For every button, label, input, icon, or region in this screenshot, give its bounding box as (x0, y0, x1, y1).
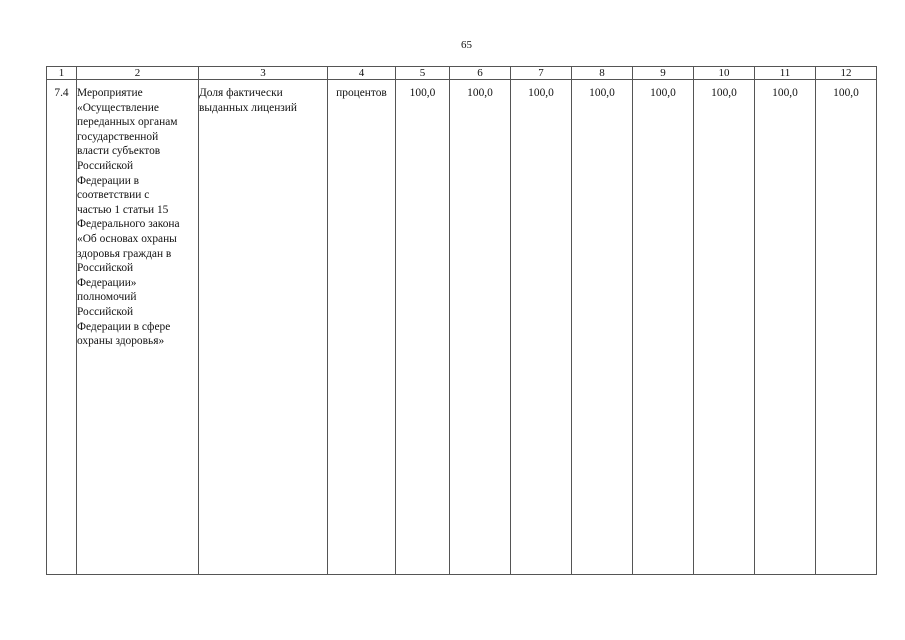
column-header: 2 (77, 67, 199, 80)
measure-line: Федерации» (77, 276, 137, 289)
measure-line: здоровья граждан в (77, 247, 172, 260)
column-header: 12 (816, 67, 877, 80)
value-cell: 100,0 (816, 80, 877, 575)
measure-line: частью 1 статьи 15 (77, 203, 169, 216)
column-header: 10 (694, 67, 755, 80)
indicator-cell (199, 80, 328, 575)
measure-line: соответствии с (77, 189, 150, 202)
measure-cell (77, 80, 199, 575)
measure-line: Российской (77, 262, 134, 275)
column-header: 8 (572, 67, 633, 80)
measure-line: государственной (77, 130, 159, 143)
measure-line: власти субъектов (77, 145, 161, 158)
value-cell: 100,0 (755, 80, 816, 575)
row-number: 7.4 (47, 80, 77, 575)
indicator-line: выданных лицензий (199, 101, 297, 114)
column-header: 3 (199, 67, 328, 80)
measure-line: Мероприятие (77, 87, 143, 99)
measure-line: «Осуществление (77, 101, 159, 114)
indicator-line: Доля фактически (199, 87, 283, 99)
measure-line: Федерации в (77, 174, 140, 187)
measure-line: Российской (77, 305, 134, 318)
header-row (47, 67, 877, 80)
value-cell: 100,0 (694, 80, 755, 575)
column-header: 9 (633, 67, 694, 80)
value-cell: 100,0 (450, 80, 511, 575)
unit-cell: процентов (328, 80, 396, 575)
table-row (47, 80, 877, 575)
measure-line: Федерального закона (77, 218, 180, 231)
measure-line: переданных органам (77, 116, 178, 129)
value-cell: 100,0 (572, 80, 633, 575)
data-table (46, 66, 877, 575)
page-number: 65 (461, 39, 472, 51)
value-cell: 100,0 (511, 80, 572, 575)
value-cell: 100,0 (396, 80, 450, 575)
column-header: 6 (450, 67, 511, 80)
measure-line: Федерации в сфере (77, 320, 171, 333)
column-header: 4 (328, 67, 396, 80)
measure-line: полномочий (77, 291, 137, 304)
measure-line: Российской (77, 159, 134, 172)
column-header: 7 (511, 67, 572, 80)
measure-line: охраны здоровья» (77, 335, 165, 348)
column-header: 11 (755, 67, 816, 80)
measure-line: «Об основах охраны (77, 232, 177, 245)
value-cell: 100,0 (633, 80, 694, 575)
column-header: 1 (47, 67, 77, 80)
column-header: 5 (396, 67, 450, 80)
